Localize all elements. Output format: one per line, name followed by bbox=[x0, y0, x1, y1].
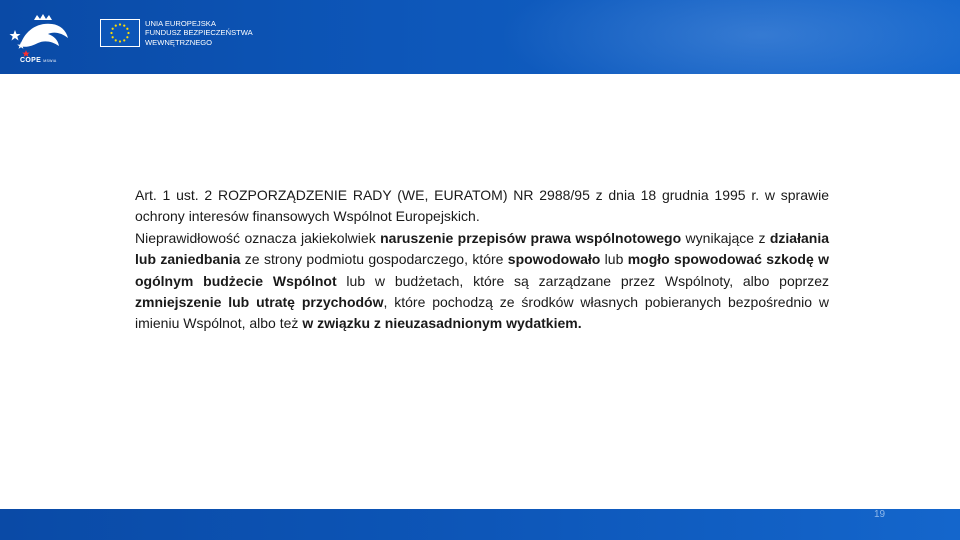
emphasis-text: mogło spowodować szkodę w ogólnym budżecie Wspólnot bbox=[135, 251, 829, 289]
body-text: lub w budżetach, które są zarządzane przez Wspólnoty, albo poprzez bbox=[336, 272, 829, 289]
regulation-citation: Art. 1 ust. 2 ROZPORZĄDZENIE RADY (WE, EURATOM) NR 2988/95 z dnia 18 grudnia 1995 r. w sprawie ochrony interesów finansowych Wspólnot Europejskich. bbox=[135, 187, 829, 225]
eu-fund-label bbox=[145, 19, 253, 47]
body-text: , które pochodzą ze środków własnych pobieranych bezpośrednio w imieniu Wspólnot, albo też bbox=[135, 294, 830, 332]
irregularity-definition bbox=[135, 228, 829, 335]
emphasis-text: naruszenie przepisów prawa wspólnotowego bbox=[380, 229, 682, 246]
header-bar bbox=[0, 0, 960, 74]
body-text: Nieprawidłowość oznacza jakiekolwiek bbox=[135, 229, 381, 246]
eu-star-icon bbox=[115, 25, 117, 27]
eu-star-icon bbox=[119, 40, 121, 42]
header-decoration bbox=[500, 0, 960, 74]
emphasis-text: w związku z nieuzasadnionym wydatkiem. bbox=[302, 315, 582, 332]
emphasis-text: spowodowało bbox=[507, 251, 601, 268]
eu-star-icon bbox=[123, 25, 125, 27]
eu-star-icon bbox=[126, 36, 128, 38]
eu-star-icon bbox=[112, 36, 114, 38]
emphasis-text: zmniejszenie lub utratę przychodów bbox=[135, 294, 384, 311]
emphasis-text: działania lub zaniedbania bbox=[135, 229, 829, 268]
body-text: wynikające z bbox=[681, 229, 770, 246]
eu-line-1: UNIA EUROPEJSKA bbox=[145, 19, 216, 28]
cope-wordmark: COPE MSWiA bbox=[20, 57, 57, 64]
eu-star-icon bbox=[126, 28, 128, 30]
eu-star-icon bbox=[112, 28, 114, 30]
slide-body bbox=[135, 185, 829, 335]
eu-star-icon bbox=[127, 32, 129, 34]
eu-line-2: FUNDUSZ BEZPIECZEŃSTWA bbox=[145, 28, 253, 38]
eu-star-icon bbox=[123, 39, 125, 41]
eu-star-icon bbox=[110, 32, 112, 34]
eu-star-icon bbox=[115, 39, 117, 41]
footer-bar bbox=[0, 509, 960, 540]
eu-star-icon bbox=[119, 23, 121, 25]
body-text: ze strony podmiotu gospodarczego, które bbox=[240, 251, 508, 268]
eu-flag-icon bbox=[100, 19, 140, 47]
body-text: lub bbox=[600, 251, 628, 268]
eu-line-3: WEWNĘTRZNEGO bbox=[145, 37, 213, 47]
page-number: 19 bbox=[874, 509, 886, 520]
